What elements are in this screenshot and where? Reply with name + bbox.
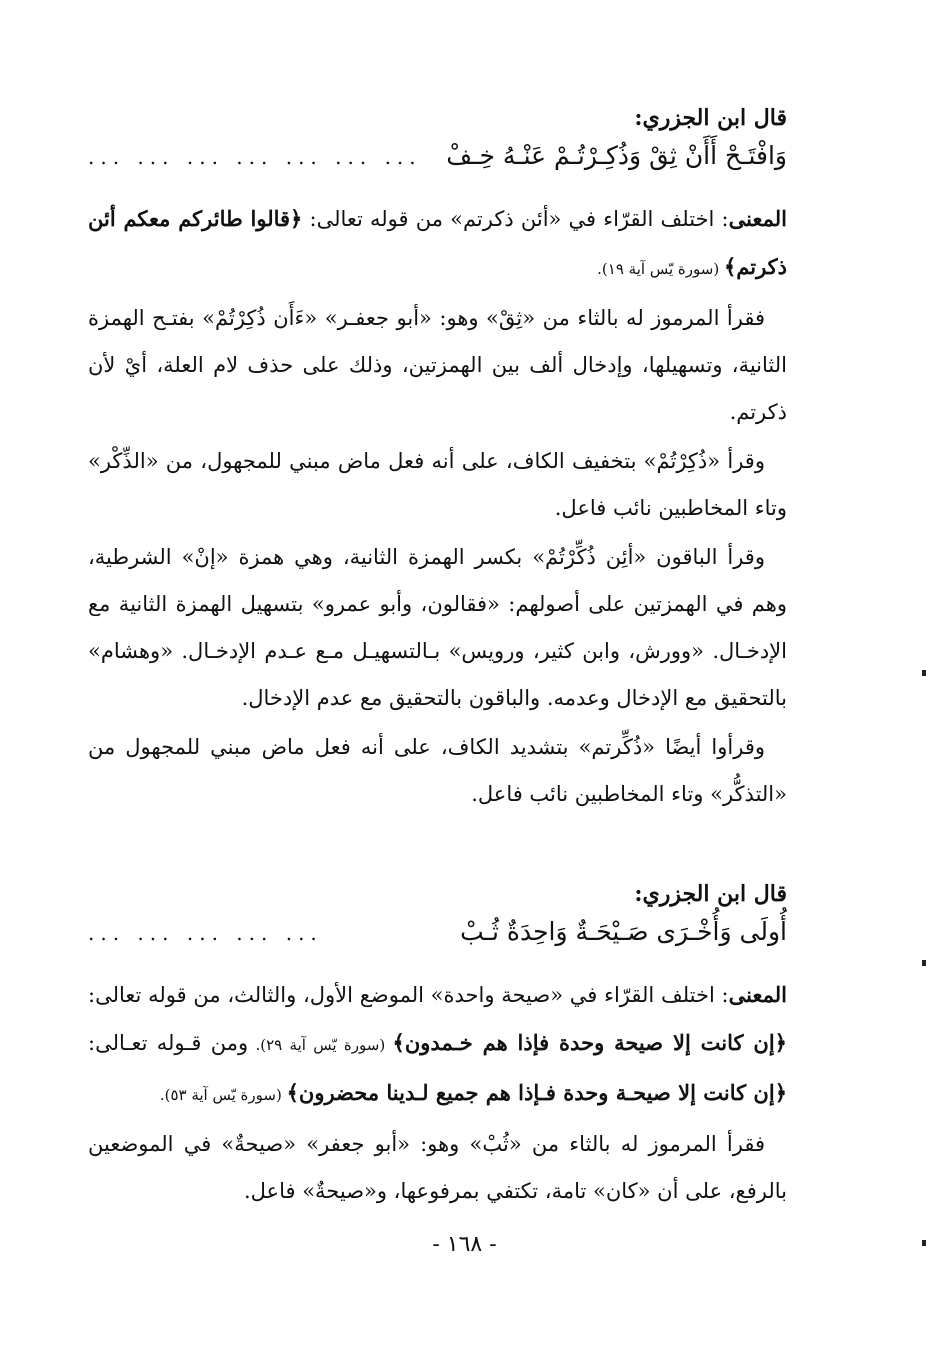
page-number: - ١٦٨ - [432,1232,497,1257]
scan-mark [922,960,926,966]
meaning-paragraph [88,195,787,293]
quran-quote: ﴿قالوا طائركم معكم أئن ذكرتم﴾ [88,206,787,279]
meaning-text: : اختلف القرّاء في «أئن ذكرتم» من قوله تعالى: [302,207,729,231]
reading-paragraph [88,1121,787,1215]
surah-reference: (سورة يّس آية ١٩). [597,260,724,278]
verse-dots: ... ... ... ... ... [88,921,323,945]
verse-dots: ... ... ... ... ... ... ... [88,145,422,169]
reading-text: وقرأ «ذُكِرْتُمْ» بتخفيف الكاف، على أنه فعل ماض مبني للمجهول، من «الذِّكْر» وتاء المخاطبين نائب فاعل. [88,449,787,520]
reading-paragraph [88,438,787,532]
reading-paragraph [88,295,787,436]
surah-reference: (سورة يّس آية ٥٣). [159,1086,287,1104]
meaning-text: ومن قـوله تعـالى: [88,1031,249,1055]
reading-text: وقرأ الباقون «أئِن ذُكِّرْتُمْ» بكسر الهمزة الثانية، وهي همزة «إنْ» الشرطية، وهم في الهمزتين على أصولهم: «فقالون، وأبو عمرو» بتسهيل الهمزة الثانية مع الإدخـال. «وورش، وابن كثير، ورويس» بـالتسهيـل مـع عـدم الإدخـال. «وهشام» بالتحقيق مع الإدخال وعدمه. والباقون بالتحقيق مع عدم الإدخال. [88,545,787,710]
reading-paragraph [88,724,787,818]
meaning-paragraph [88,971,787,1119]
section-heading: قال ابن الجزري: [634,881,787,907]
reading-text: فقرأ المرموز له بالثاء من «ثُبْ» وهو: «أبو جعفر» «صيحةٌ» في الموضعين بالرفع، على أن «كان» تامة، تكتفي بمرفوعها، و«صيحةٌ» فاعل. [88,1132,787,1203]
section-gap [88,820,787,876]
verse-text: وَافْتَـحْ أَأَنْ ثِقْ وَذُكِـرْتُـمْ عَنْـهُ خِـفْ [446,141,787,170]
quran-quote: ﴿إن كانت إلا صيحـة وحدة فـإذا هم جميع لـدينا محضرون﴾ [286,1080,787,1105]
meaning-text: : اختلف القرّاء في «صيحة واحدة» الموضع الأول، والثالث، من قوله تعالى: [88,983,729,1007]
reading-paragraph [88,534,787,722]
reading-text: وقرأوا أيضًا «ذُكِّرتم» بتشديد الكاف، على أنه فعل ماض مبني للمجهول من «التذكُّر» وتاء المخاطبين نائب فاعل. [88,735,787,806]
meaning-label: المعنى [728,982,787,1007]
surah-reference: (سورة يّس آية ٢٩). [248,1036,393,1054]
poem-verse [88,136,787,177]
reading-text: فقرأ المرموز له بالثاء من «ثِقْ» وهو: «أبو جعفـر» «ءَأَن ذُكِرْتُمْ» بفتـح الهمزة الثانية، وتسهيلها، وإدخال ألف بين الهمزتين، وذلك على حذف لام العلة، أيْ لأن ذكرتم. [88,306,787,424]
scan-mark [922,670,926,676]
verse-text: أُولَى وَأُخْـرَى صَـيْحَـةٌ وَاحِدَةٌ ثُـبْ [460,917,787,946]
section-heading: قال ابن الجزري: [634,105,787,131]
quran-quote: ﴿إن كانت إلا صيحة وحدة فإذا هم خـمدون﴾ [392,1030,787,1055]
poem-verse [88,912,787,953]
scan-mark [922,1240,926,1246]
meaning-label: المعنى [728,206,787,231]
